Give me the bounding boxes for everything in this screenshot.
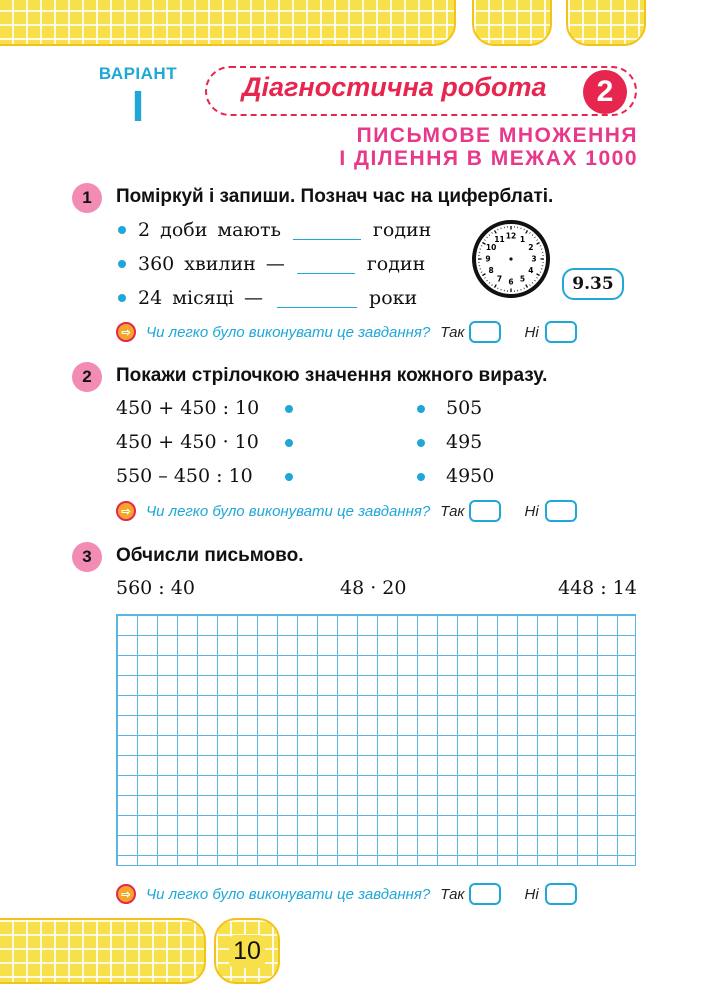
bullet-icon xyxy=(118,226,126,234)
calc-expression: 48 · 20 xyxy=(340,577,407,599)
no-label: Ні xyxy=(524,502,539,520)
expression-dot[interactable] xyxy=(285,405,293,413)
calculation-grid[interactable] xyxy=(116,614,636,866)
task-2-title: Покажи стрілочкою значення кожного виразу. xyxy=(116,365,548,386)
self-check-question: Чи легко було виконувати це завдання? xyxy=(146,323,431,341)
expression-dot[interactable] xyxy=(285,473,293,481)
task-3-number: 3 xyxy=(72,542,102,572)
self-check-question: Чи легко було виконувати це завдання? xyxy=(146,502,431,520)
yes-checkbox[interactable] xyxy=(469,500,501,522)
clock-number: 9 xyxy=(485,254,491,264)
header-tab-decoration xyxy=(566,0,646,46)
clock-number: 10 xyxy=(485,243,497,253)
clock-number: 8 xyxy=(488,266,494,276)
subtitle-line-2: І ДІЛЕННЯ В МЕЖАХ 1000 xyxy=(339,147,638,170)
calc-expression: 448 : 14 xyxy=(558,577,637,599)
header-tab-decoration xyxy=(472,0,552,46)
no-label: Ні xyxy=(524,323,539,341)
clock-number: 7 xyxy=(496,274,503,284)
no-label: Ні xyxy=(524,885,539,903)
expression-dot[interactable] xyxy=(285,439,293,447)
value: 4950 xyxy=(446,465,495,487)
item-text: 360 хвилин — xyxy=(138,253,285,275)
self-check-row xyxy=(116,321,577,343)
yes-label: Так xyxy=(440,502,465,520)
expression: 550 – 450 : 10 xyxy=(116,465,253,487)
page-number-text: 10 xyxy=(229,935,265,968)
clock-number: 3 xyxy=(531,254,537,264)
answer-blank[interactable] xyxy=(277,288,357,308)
self-check-question: Чи легко було виконувати це завдання? xyxy=(146,885,431,903)
value-dot[interactable] xyxy=(417,405,425,413)
answer-blank[interactable] xyxy=(297,254,355,274)
footer-tab-decoration xyxy=(0,918,206,984)
value: 495 xyxy=(446,431,483,453)
no-checkbox[interactable] xyxy=(545,321,577,343)
item-unit: годин xyxy=(372,219,432,241)
value: 505 xyxy=(446,397,483,419)
arrow-right-icon: ⇨ xyxy=(116,322,136,342)
answer-blank[interactable] xyxy=(293,220,361,240)
bullet-icon xyxy=(118,294,126,302)
subtitle-line-1: ПИСЬМОВЕ МНОЖЕННЯ xyxy=(356,124,638,147)
no-checkbox[interactable] xyxy=(545,500,577,522)
yes-label: Так xyxy=(440,323,465,341)
clock-number: 12 xyxy=(505,231,517,241)
clock-face-icon[interactable] xyxy=(470,218,552,300)
variant-label: ВАРІАНТ xyxy=(98,64,178,83)
yes-checkbox[interactable] xyxy=(469,321,501,343)
bullet-icon xyxy=(118,260,126,268)
task-1-item xyxy=(118,287,417,309)
task-2-number: 2 xyxy=(72,362,102,392)
item-text: 2 доби мають xyxy=(138,219,281,241)
yes-label: Так xyxy=(440,885,465,903)
arrow-right-icon: ⇨ xyxy=(116,884,136,904)
item-text: 24 місяці — xyxy=(138,287,264,309)
item-unit: годин xyxy=(366,253,426,275)
value-dot[interactable] xyxy=(417,439,425,447)
clock-number: 1 xyxy=(519,234,526,244)
time-label: 9.35 xyxy=(562,268,624,300)
page-number xyxy=(214,918,280,984)
clock-number: 4 xyxy=(528,266,534,276)
page-title: Діагностична робота xyxy=(242,72,547,102)
arrow-right-icon: ⇨ xyxy=(116,501,136,521)
clock-number: 11 xyxy=(494,234,505,244)
task-1-number: 1 xyxy=(72,183,102,213)
yes-checkbox[interactable] xyxy=(469,883,501,905)
expression: 450 + 450 · 10 xyxy=(116,431,259,453)
item-unit: роки xyxy=(369,287,418,309)
work-number-badge: 2 xyxy=(583,70,627,114)
variant-number: I xyxy=(131,82,145,131)
clock-number: 2 xyxy=(528,243,534,253)
no-checkbox[interactable] xyxy=(545,883,577,905)
task-3-title: Обчисли письмово. xyxy=(116,545,304,566)
task-1-title: Поміркуй і запиши. Познач час на циферблаті. xyxy=(116,186,554,207)
header-tab-decoration xyxy=(0,0,456,46)
self-check-row xyxy=(116,500,577,522)
calc-expression: 560 : 40 xyxy=(116,577,195,599)
task-1-item xyxy=(118,219,431,241)
expression: 450 + 450 : 10 xyxy=(116,397,260,419)
clock-number: 6 xyxy=(508,277,514,287)
clock-number: 5 xyxy=(519,274,526,284)
self-check-row xyxy=(116,883,577,905)
task-1-item xyxy=(118,253,425,275)
value-dot[interactable] xyxy=(417,473,425,481)
